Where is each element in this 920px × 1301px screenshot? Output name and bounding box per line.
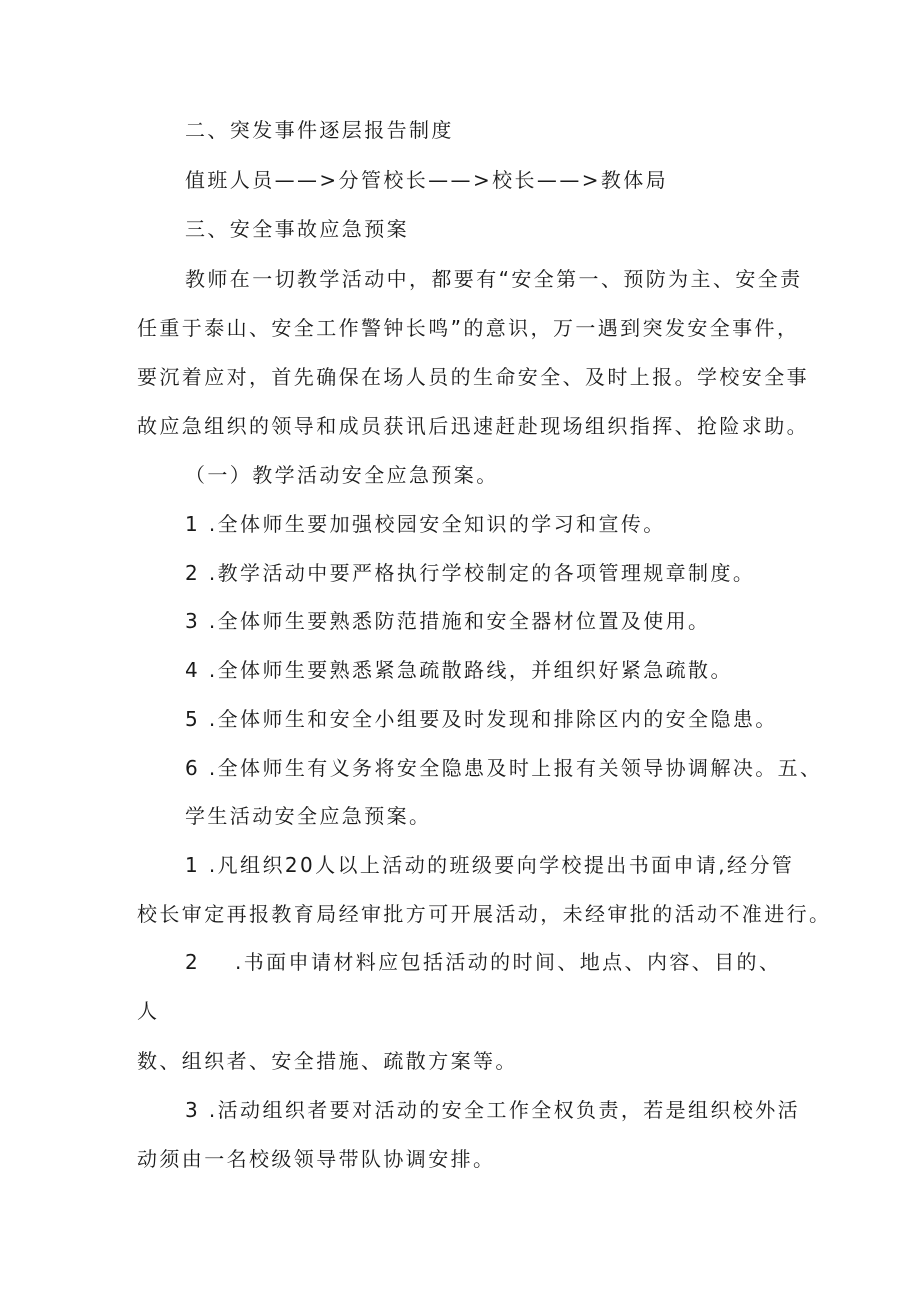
list-item-number: 2 bbox=[185, 950, 201, 974]
list-item: 3 .全体师生要熟悉防范措施和安全器材位置及使用。 bbox=[185, 609, 711, 633]
list-item: .书面申请材料应包括活动的时间、地点、内容、目的、 bbox=[235, 950, 782, 974]
list-item: 1 .凡组织20人以上活动的班级要向学校提出书面申请,经分管 bbox=[185, 853, 795, 877]
list-item-continuation: 人 bbox=[137, 999, 160, 1023]
subsection-heading-5: 学生活动安全应急预案。 bbox=[185, 804, 432, 828]
section-heading-3: 三、安全事故应急预案 bbox=[185, 217, 409, 241]
list-item: 1 .全体师生要加强校园安全知识的学习和宣传。 bbox=[185, 512, 666, 536]
section-heading-2: 二、突发事件逐层报告制度 bbox=[185, 118, 454, 142]
list-item: 4 .全体师生要熟悉紧急疏散路线，并组织好紧急疏散。 bbox=[185, 658, 733, 682]
paragraph-line: 任重于泰山、安全工作警钟长鸣”的意识，万一遇到突发安全事件， bbox=[137, 316, 800, 340]
list-item: 2 .教学活动中要严格执行学校制定的各项管理规章制度。 bbox=[185, 561, 756, 585]
list-item-continuation: 校长审定再报教育局经审批方可开展活动，未经审批的活动不准进行。 bbox=[137, 902, 832, 926]
list-item: 3 .活动组织者要对活动的安全工作全权负责，若是组织校外活 bbox=[185, 1098, 801, 1122]
report-chain: 值班人员——>分管校长——>校长——>教体局 bbox=[185, 168, 669, 192]
paragraph-line: 要沉着应对，首先确保在场人员的生命安全、及时上报。学校安全事 bbox=[137, 365, 809, 389]
paragraph-line: 故应急组织的领导和成员获讯后迅速赶赴现场组织指挥、抢险求助。 bbox=[137, 414, 809, 438]
subsection-heading-1: （一）教学活动安全应急预案。 bbox=[185, 463, 499, 487]
list-item: 6 .全体师生有义务将安全隐患及时上报有关领导协调解决。五、 bbox=[185, 756, 823, 780]
list-item-continuation: 数、组织者、安全措施、疏散方案等。 bbox=[137, 1049, 518, 1073]
list-item: 5 .全体师生和安全小组要及时发现和排除区内的安全隐患。 bbox=[185, 707, 778, 731]
list-item-continuation: 动须由一名校级领导带队协调安排。 bbox=[137, 1147, 496, 1171]
paragraph-line: 教师在一切教学活动中，都要有“安全第一、预防为主、安全责 bbox=[185, 267, 803, 291]
